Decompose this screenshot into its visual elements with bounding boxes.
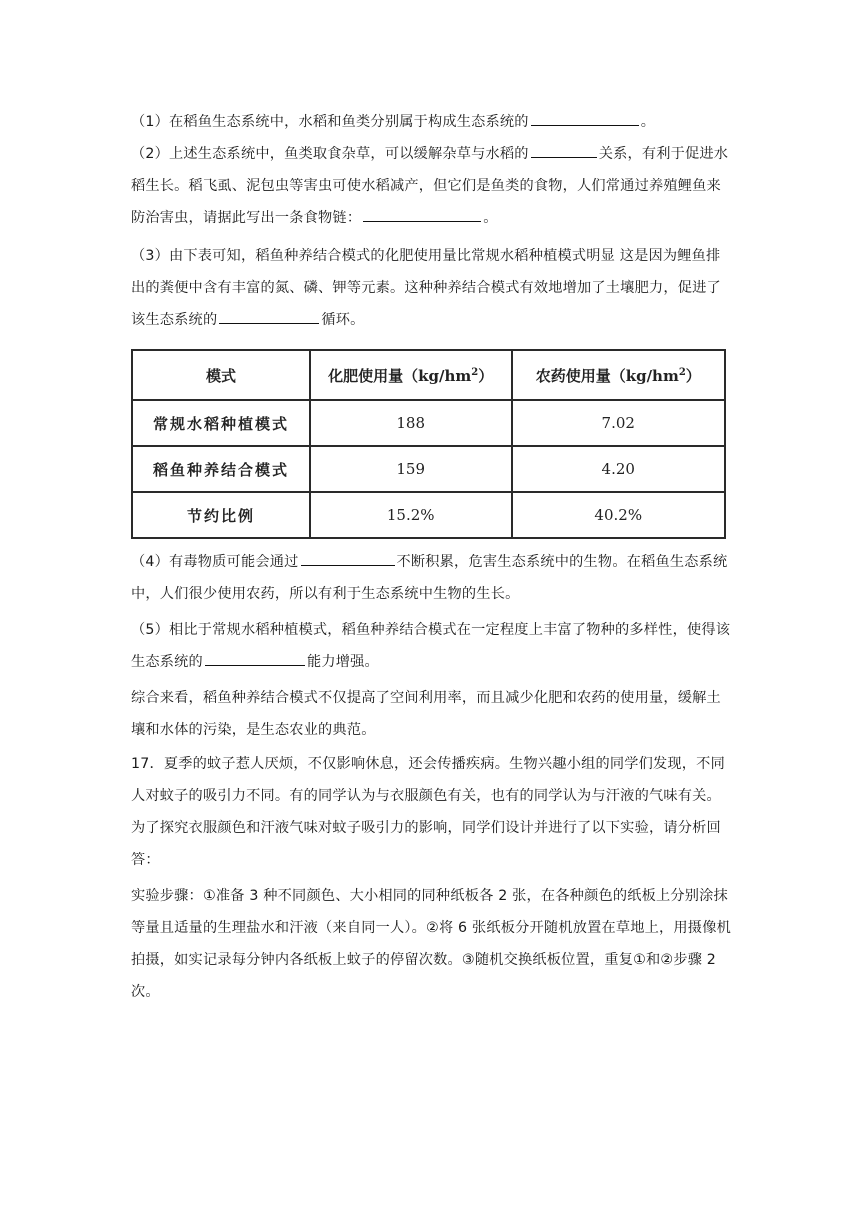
question-17-steps: 实验步骤：①准备 3 种不同颜色、大小相同的同种纸板各 2 张，在各种颜色的纸板上分别涂抹等量且适量的生理盐水和汗液（来自同一人）。②将 6 张纸板分开随机放置在草地上，用摄像机拍摄，如实记录每分钟内各纸板上蚊子的停留次数。③随机交换纸板位置，重复①和②步骤 2 次。 xyxy=(131,888,731,1000)
data-table xyxy=(131,349,726,532)
summary-paragraph: 综合来看，稻鱼种养结合模式不仅提高了空间利用率，而且减少化肥和农药的使用量，缓解土壤和水体的污染，是生态农业的典范。 xyxy=(131,690,721,738)
question-4-text: （4）有毒物质可能会通过 xyxy=(131,554,299,570)
table-row xyxy=(132,446,725,492)
table-cell: 4.20 xyxy=(512,446,726,492)
table-cell: 15.2% xyxy=(310,492,512,538)
table-cell: 7.02 xyxy=(512,400,726,446)
answer-blank[interactable] xyxy=(219,308,319,324)
question-4 xyxy=(131,546,731,610)
table-cell: 40.2% xyxy=(512,492,726,538)
table-header: 农药使用量$(kg/hm^2)$ xyxy=(512,350,726,400)
question-3-text: （3）由下表可知，稻鱼种养结合模式的化肥使用量比常规水稻种植模式明显 这是因为鲤鱼排出的粪便中含有丰富的氮、磷、钾等元素。这种种养结合模式有效地增加了土壤肥力，促进了该生态系统的 xyxy=(131,248,721,328)
table-cell: 稻鱼种养结合模式 xyxy=(132,446,310,492)
question-3: （3）由下表可知，稻鱼种养结合模式的化肥使用量比常规水稻种植模式明显 这是因为鲤鱼排出的粪便中含有丰富的氮、磷、钾等元素。这种种养结合模式有效地增加了土壤肥力，促进了该生态系统的 循环。 xyxy=(131,248,721,328)
table-cell: 159 xyxy=(310,446,512,492)
table-cell: 节约比例 xyxy=(132,492,310,538)
question-5: （5）相比于常规水稻种植模式，稻鱼种养结合模式在一定程度上丰富了物种的多样性，使得该生态系统的 能力增强。 xyxy=(131,622,731,670)
table-header: 化肥使用量$(kg/hm^2)$ xyxy=(310,350,512,400)
question-17-intro: 17．夏季的蚊子惹人厌烦，不仅影响休息，还会传播疾病。生物兴趣小组的同学们发现，不同人对蚊子的吸引力不同。有的同学认为与衣服颜色有关，也有的同学认为与汗液的气味有关。为了探究衣服颜色和汗液气味对蚊子吸引力的影响，同学们设计并进行了以下实验，请分析回答： xyxy=(131,756,725,868)
table-header: 模式 xyxy=(132,350,310,400)
question-1-text: （1）在稻鱼生态系统中，水稻和鱼类分别属于构成生态系统的 xyxy=(131,114,529,130)
table-cell: 188 xyxy=(310,400,512,446)
table-cell: 常规水稻种植模式 xyxy=(132,400,310,446)
answer-blank[interactable] xyxy=(363,206,481,222)
table-row xyxy=(132,492,725,538)
answer-blank[interactable] xyxy=(205,650,305,666)
question-5-text: （5）相比于常规水稻种植模式，稻鱼种养结合模式在一定程度上丰富了物种的多样性，使得该生态系统的 xyxy=(131,622,731,670)
answer-blank[interactable] xyxy=(531,142,597,158)
question-2-text-cont: 关系，有利于促进水稻生长。稻飞虱、泥包虫等害虫可使水稻减产，但它们是鱼类的食物，人们常通过养殖鲤鱼来防治害虫，请据此写出一条食物链： xyxy=(131,146,729,226)
answer-blank[interactable] xyxy=(531,110,639,126)
answer-blank[interactable] xyxy=(301,550,395,566)
question-4-text-cont: 不断积累，危害生态系统中的生物。在稻鱼生态系统中，人们很少使用农药，所以有利于生态系统中生物的生长。 xyxy=(131,554,728,602)
question-2: （2）上述生态系统中，鱼类取食杂草，可以缓解杂草与水稻的 关系，有利于促进水稻生长。稻飞虱、泥包虫等害虫可使水稻减产，但它们是鱼类的食物，人们常通过养殖鲤鱼来防治害虫，请据此写出一条食物链： 。 xyxy=(131,138,731,234)
question-2-text: （2）上述生态系统中，鱼类取食杂草，可以缓解杂草与水稻的 xyxy=(131,146,529,162)
question-1: （1）在稻鱼生态系统中，水稻和鱼类分别属于构成生态系统的 。 xyxy=(131,106,731,138)
table-row xyxy=(132,400,725,446)
